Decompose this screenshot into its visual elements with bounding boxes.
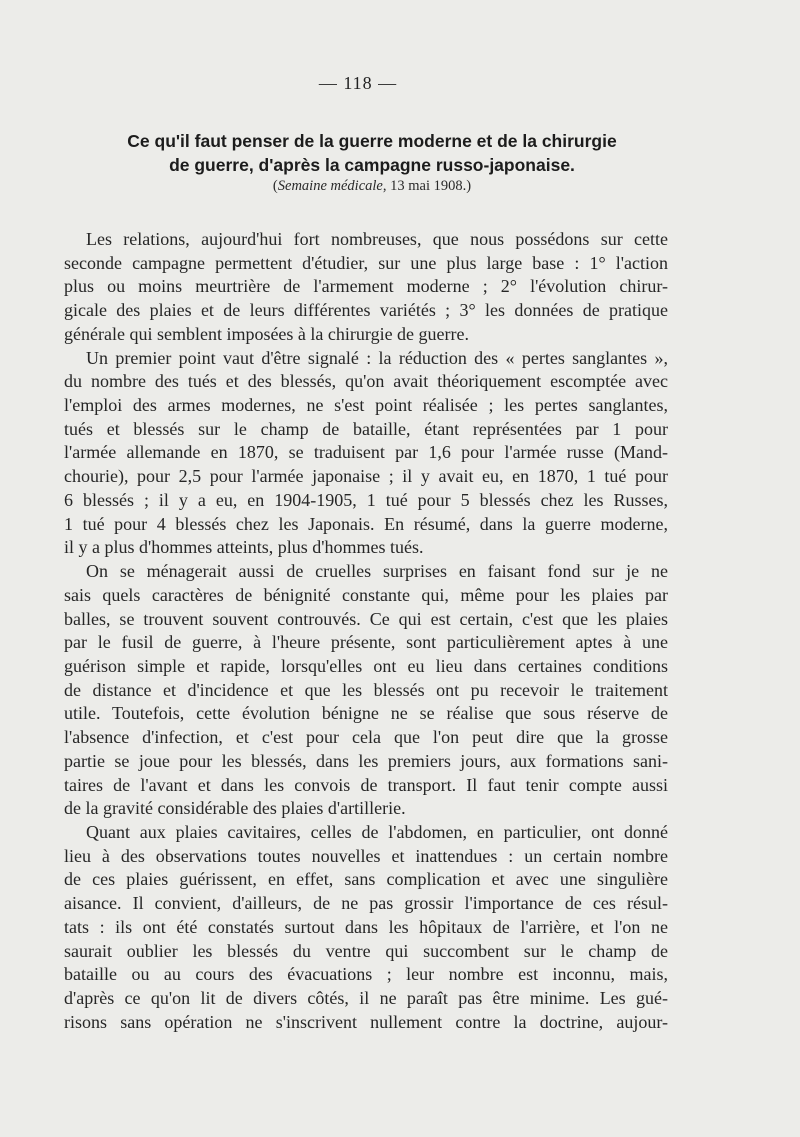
text-line: par le fusil de guerre, à l'heure présente, sont particulièrement aptes à une — [64, 632, 668, 653]
text-line: risons sans opération ne s'inscrivent nullement contre la doctrine, aujour- — [64, 1011, 668, 1032]
text-line: tats : ils ont été constatés surtout dans les hôpitaux de l'arrière, et l'on ne — [64, 916, 668, 937]
title-line-1: Ce qu'il faut penser de la guerre moderne et de la chirurgie — [127, 131, 617, 151]
text-line: chourie), pour 2,5 pour l'armée japonaise ; il y avait eu, en 1870, 1 tué pour — [64, 466, 668, 487]
source-date: , 13 mai 1908.) — [382, 178, 472, 194]
text-line: l'armée allemande en 1870, se traduisent par 1,6 pour l'armée russe (Mand- — [64, 442, 668, 463]
text-line: taires de l'avant et dans les convois de transport. Il faut tenir compte aussi — [64, 774, 668, 795]
article-body — [64, 228, 668, 1034]
text-line: aisance. Il convient, d'ailleurs, de ne pas grossir l'importance de ces résul- — [64, 893, 668, 914]
text-line: l'emploi des armes modernes, ne s'est point réalisée ; les pertes sanglantes, — [64, 395, 668, 416]
text-line: guérison simple et rapide, lorsqu'elles ont eu lieu dans certaines conditions — [64, 655, 668, 676]
text-line: balles, se trouvent souvent controuvés. Ce qui est certain, c'est que les plaies — [64, 608, 668, 629]
text-line: l'absence d'infection, et c'est pour cela que l'on peut dire que la grosse — [64, 727, 668, 748]
text-line: 1 tué pour 4 blessés chez les Japonais. En résumé, dans la guerre moderne, — [64, 513, 668, 534]
text-line: de ces plaies guérissent, en effet, sans complication et avec une singulière — [64, 869, 668, 890]
text-line: d'après ce qu'on lit de divers côtés, il ne paraît pas être minime. Les gué- — [64, 988, 668, 1008]
text-line: il y a plus d'hommes atteints, plus d'hommes tués. — [64, 537, 424, 558]
page-number: — 118 — — [318, 73, 398, 93]
text-line: On se ménagerait aussi de cruelles surprises en faisant fond sur je ne — [86, 561, 668, 582]
source-open: ( — [272, 178, 278, 194]
title-line-2: de guerre, d'après la campagne russo-japonaise. — [169, 155, 575, 175]
text-line: du nombre des tués et des blessés, qu'on avait théoriquement escomptée avec — [64, 371, 668, 392]
text-line: Les relations, aujourd'hui fort nombreuses, que nous possédons sur cette — [86, 229, 668, 249]
text-line: bataille ou au cours des évacuations ; leur nombre est inconnu, mais, — [64, 964, 668, 985]
text-line: plus ou moins meurtrière de l'armement moderne ; 2° l'évolution chirur- — [64, 276, 668, 297]
text-line: seconde campagne permettent d'étudier, sur une plus large base : 1° l'action — [64, 252, 668, 273]
text-line: sais quels caractères de bénignité constante qui, même pour les plaies par — [64, 584, 668, 605]
text-line: de la gravité considérable des plaies d'artillerie. — [64, 798, 406, 819]
text-line: générale qui semblent imposées à la chirurgie de guerre. — [64, 323, 470, 344]
source-journal: Semaine médicale — [277, 178, 383, 194]
text-line: utile. Toutefois, cette évolution bénigne ne se réalise que sous réserve de — [64, 703, 668, 724]
text-line: gicale des plaies et de leurs différentes variétés ; 3° les données de pratique — [64, 300, 668, 321]
text-line: saurait oublier les blessés du ventre qui succombent sur le champ de — [64, 940, 668, 961]
source-citation — [72, 178, 672, 195]
text-line: partie se joue pour les blessés, dans les premiers jours, aux formations sani- — [64, 750, 668, 771]
text-line: tués et blessés sur le champ de bataille, étant représentées par 1 pour — [64, 418, 668, 439]
text-line: 6 blessés ; il y a eu, en 1904-1905, 1 tué pour 5 blessés chez les Russes, — [64, 489, 668, 510]
text-line: Quant aux plaies cavitaires, celles de l'abdomen, en particulier, ont donné — [86, 821, 668, 842]
text-line: Un premier point vaut d'être signalé : la réduction des « pertes sanglantes », — [86, 347, 668, 368]
text-line: lieu à des observations toutes nouvelles et inattendues : un certain nombre — [64, 845, 668, 866]
text-line: de distance et d'incidence et que les blessés ont pu recevoir le traitement — [64, 679, 668, 700]
article-title — [72, 129, 672, 177]
